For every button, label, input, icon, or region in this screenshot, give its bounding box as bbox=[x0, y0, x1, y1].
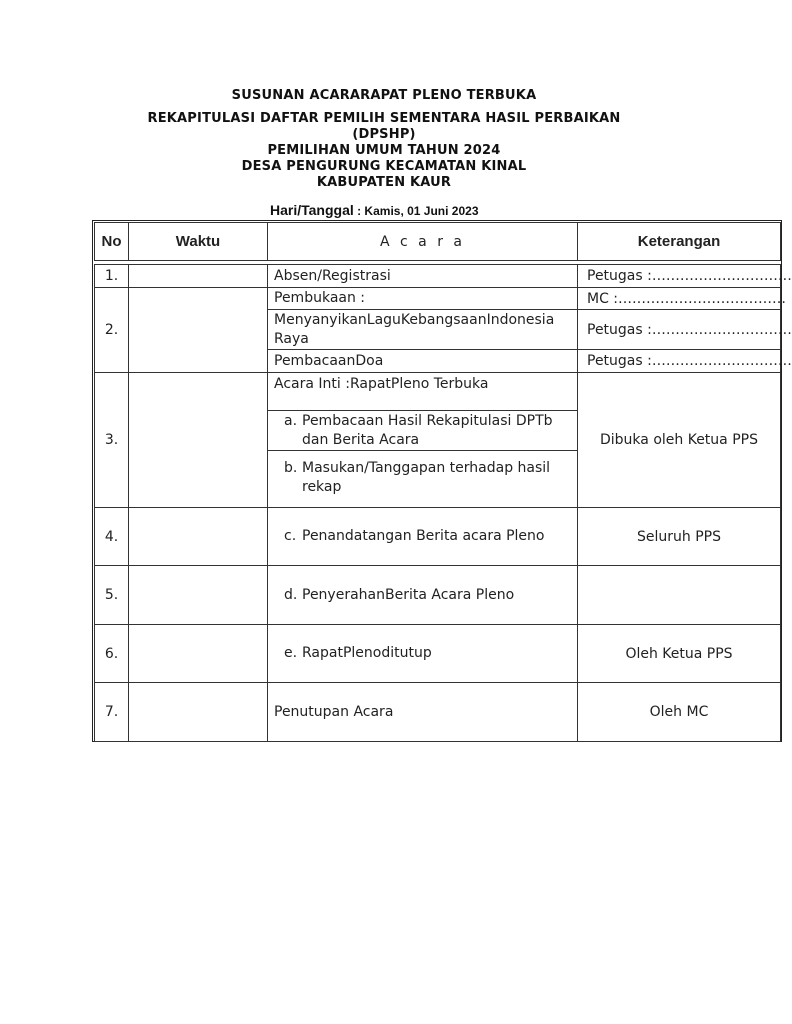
document-title-block bbox=[0, 88, 768, 191]
row-acara bbox=[268, 451, 578, 508]
sub-item bbox=[274, 644, 573, 663]
table-row bbox=[95, 508, 781, 566]
title-line-5: DESA PENGURUNG KECAMATAN KINAL bbox=[241, 159, 527, 174]
row-keterangan: Petugas :………………………… bbox=[578, 350, 781, 373]
sub-item bbox=[274, 459, 573, 497]
title-line-2: REKAPITULASI DAFTAR PEMILIH SEMENTARA HASIL PERBAIKAN bbox=[147, 111, 621, 126]
title-line-4: PEMILIHAN UMUM TAHUN 2024 bbox=[267, 143, 501, 158]
title-line-6: KABUPATEN KAUR bbox=[316, 175, 452, 190]
row-waktu bbox=[129, 508, 268, 566]
sub-item bbox=[274, 586, 573, 605]
title-line-1: SUSUNAN ACARARAPAT PLENO TERBUKA bbox=[231, 88, 537, 103]
table-row bbox=[95, 265, 781, 288]
row-no: 7. bbox=[95, 683, 129, 742]
row-acara: Absen/Registrasi bbox=[268, 265, 578, 288]
row-keterangan: Dibuka oleh Ketua PPS bbox=[578, 373, 781, 508]
row-waktu bbox=[129, 265, 268, 288]
table-header-row bbox=[95, 223, 781, 261]
sub-text: Masukan/Tanggapan terhadap hasil rekap bbox=[302, 460, 551, 495]
row-no: 2. bbox=[95, 288, 129, 373]
sub-text: Penandatangan Berita acara Pleno bbox=[302, 528, 545, 544]
row-waktu bbox=[129, 288, 268, 373]
row-waktu bbox=[129, 625, 268, 683]
row-keterangan: Seluruh PPS bbox=[578, 508, 781, 566]
title-line-3: (DPSHP) bbox=[352, 127, 416, 142]
table-row bbox=[95, 625, 781, 683]
sub-text: Pembacaan Hasil Rekapitulasi DPTb dan Berita Acara bbox=[302, 412, 553, 448]
row-acara: Pembukaan : bbox=[268, 288, 578, 310]
row-keterangan: Oleh MC bbox=[578, 683, 781, 742]
row-no: 4. bbox=[95, 508, 129, 566]
sub-text: PenyerahanBerita Acara Pleno bbox=[302, 586, 515, 603]
row-acara: MenyanyikanLaguKebangsaanIndonesia Raya bbox=[268, 310, 578, 350]
sub-item bbox=[274, 527, 573, 546]
header-keterangan: Keterangan bbox=[578, 223, 781, 261]
table-row bbox=[95, 566, 781, 625]
sub-marker: b. bbox=[284, 460, 298, 476]
row-waktu bbox=[129, 373, 268, 508]
sub-marker: d. bbox=[284, 586, 298, 603]
row-acara: Acara Inti :RapatPleno Terbuka bbox=[268, 373, 578, 411]
sub-text: RapatPlenoditutup bbox=[302, 645, 432, 661]
row-acara bbox=[268, 508, 578, 566]
header-waktu: Waktu bbox=[129, 223, 268, 261]
table-row bbox=[95, 373, 781, 411]
schedule-table bbox=[94, 222, 792, 742]
row-keterangan bbox=[578, 566, 781, 625]
row-acara: Penutupan Acara bbox=[268, 683, 578, 742]
header-acara: A c a r a bbox=[268, 223, 578, 261]
row-waktu bbox=[129, 566, 268, 625]
sub-item bbox=[274, 412, 573, 450]
row-waktu bbox=[129, 683, 268, 742]
sub-marker: e. bbox=[284, 645, 298, 661]
row-keterangan: Petugas :………………………… bbox=[578, 265, 781, 288]
row-acara: PembacaanDoa bbox=[268, 350, 578, 373]
row-no: 1. bbox=[95, 265, 129, 288]
table-row bbox=[95, 288, 781, 310]
date-value: : Kamis, 01 Juni 2023 bbox=[353, 204, 479, 218]
row-no: 3. bbox=[95, 373, 129, 508]
date-line bbox=[270, 202, 479, 220]
row-acara bbox=[268, 411, 578, 451]
header-no: No bbox=[95, 223, 129, 261]
table-row bbox=[95, 683, 781, 742]
row-keterangan: Oleh Ketua PPS bbox=[578, 625, 781, 683]
row-acara bbox=[268, 566, 578, 625]
row-no: 6. bbox=[95, 625, 129, 683]
row-keterangan: Petugas :………………………… bbox=[578, 310, 781, 350]
sub-marker: c. bbox=[284, 528, 297, 544]
row-acara bbox=[268, 625, 578, 683]
row-keterangan: MC :……………………………… bbox=[578, 288, 781, 310]
sub-marker: a. bbox=[284, 412, 298, 429]
date-label: Hari/Tanggal bbox=[270, 202, 354, 218]
row-no: 5. bbox=[95, 566, 129, 625]
